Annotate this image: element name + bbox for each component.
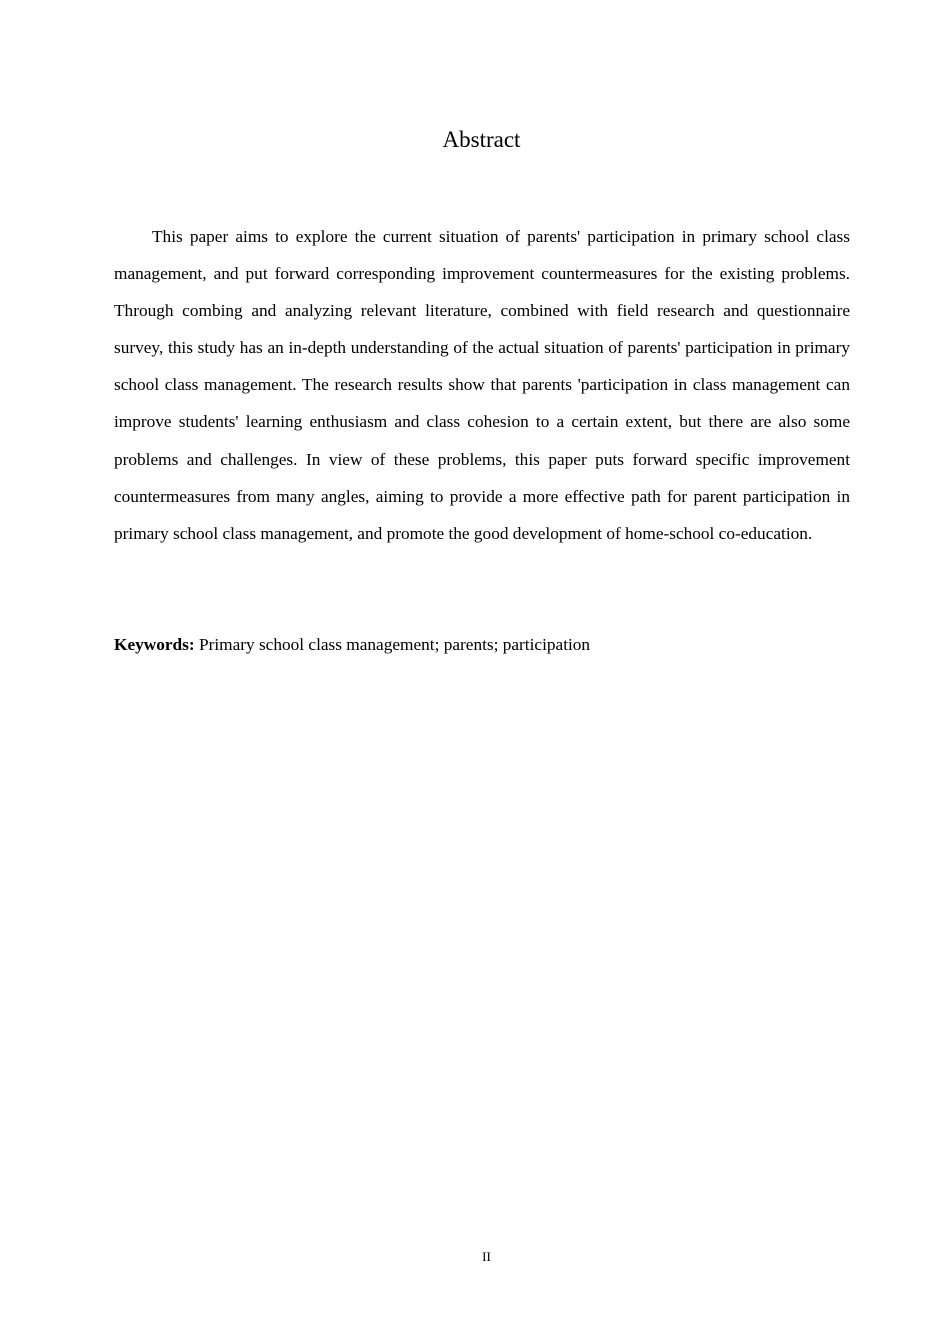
page-title: Abstract	[442, 127, 521, 152]
keywords-line	[114, 626, 850, 663]
keywords-text: Primary school class management; parents; participation	[194, 635, 591, 654]
abstract-body: This paper aims to explore the current situation of parents' participation in primary school class management, and put forward corresponding improvement countermeasures for the existing problems. Through combing and analyzing relevant literature, combined with field research and questionnaire survey, this study has an in-depth understanding of the actual situation of parents' participation in primary school class management. The research results show that parents 'participation in class management can improve students' learning enthusiasm and class cohesion to a certain extent, but there are also some problems and challenges. In view of these problems, this paper puts forward specific improvement countermeasures from many angles, aiming to provide a more effective path for parent participation in primary school class management, and promote the good development of home-school co-education.	[114, 227, 850, 543]
page-number: II	[482, 1249, 491, 1264]
keywords-label: Keywords:	[114, 635, 195, 654]
